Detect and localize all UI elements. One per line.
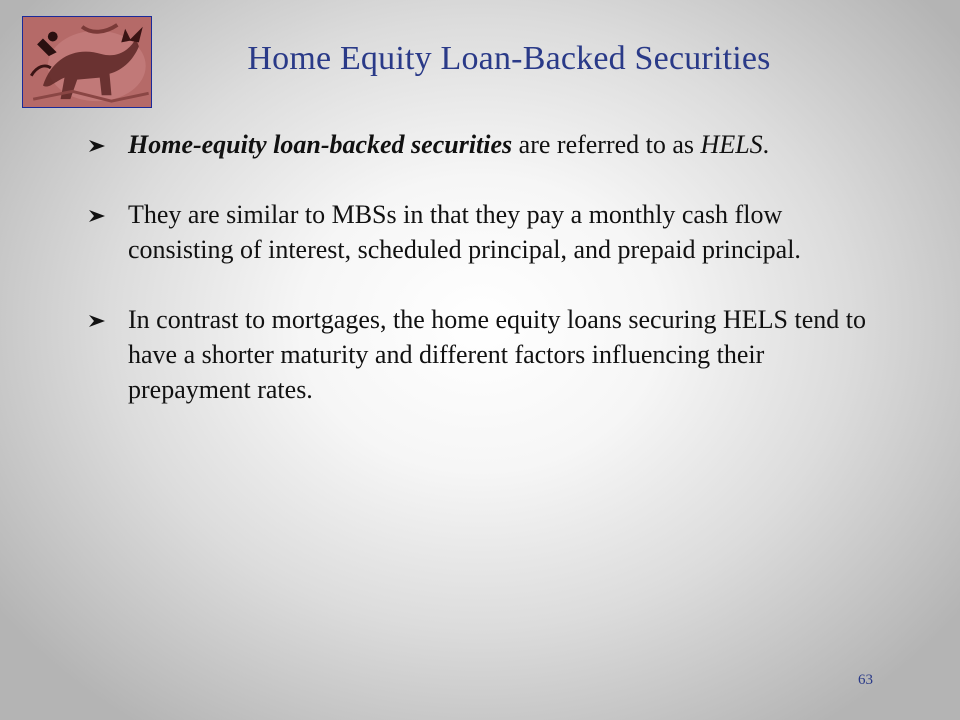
page-number: 63 [858, 672, 873, 688]
bullet-text-segment: In contrast to mortgages, the home equity loans securing HELS tend to have a shorter maturity and different factors influencing their prepayment rates. [128, 305, 866, 404]
arrowhead-bullet-icon [88, 209, 106, 223]
bullet-text [128, 130, 769, 159]
bullet-item [88, 127, 868, 162]
bullet-text-segment: are referred to as [512, 130, 701, 159]
bullet-list [88, 127, 868, 442]
bullet-text-segment: They are similar to MBSs in that they pay a monthly cash flow consisting of interest, scheduled principal, and prepaid principal. [128, 200, 801, 264]
arrowhead-bullet-icon [88, 314, 106, 328]
bullet-text-segment: HELS [700, 130, 763, 159]
arrowhead-bullet-icon [88, 139, 106, 153]
bullet-text [128, 200, 801, 264]
bullet-text-segment: . [762, 130, 770, 159]
bullet-text [128, 305, 866, 404]
bullet-text-segment: Home-equity loan-backed securities [128, 130, 513, 159]
bullet-item [88, 197, 868, 267]
bullet-item [88, 302, 868, 407]
slide-title: Home Equity Loan-Backed Securities [247, 40, 771, 77]
